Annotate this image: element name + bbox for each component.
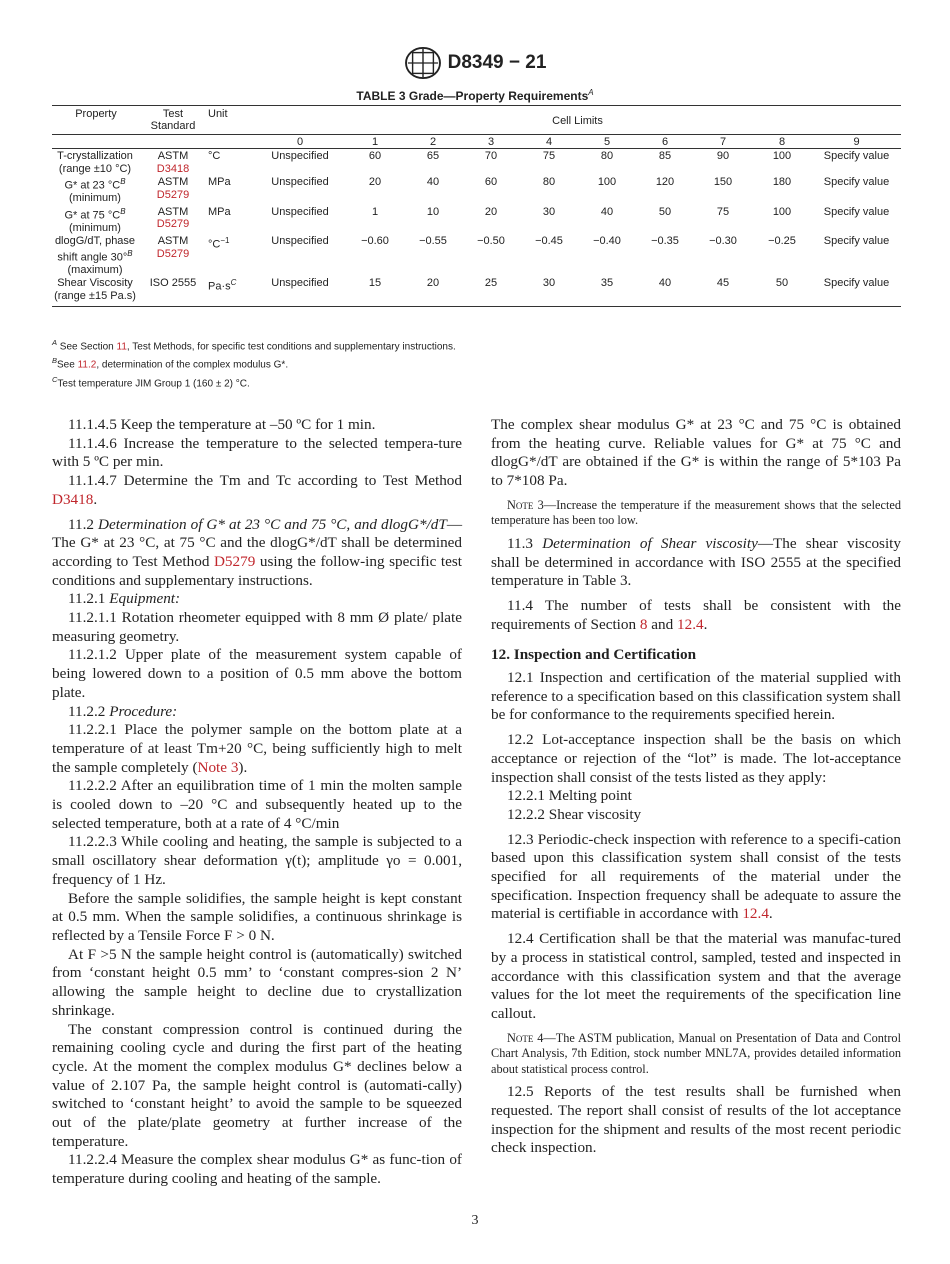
table-row — [52, 175, 901, 205]
value-cell: Unspecified — [271, 235, 329, 248]
property-cell: G* at 75 $^\circ C^B$ (minimum) — [64, 206, 126, 234]
paragraph: 11.2.2.4 Measure the complex shear modulus G* as func-tion of temperature during cooling and heating of the sample. — [52, 1151, 462, 1188]
value-cell: 45 — [694, 276, 752, 307]
note-4: Note 4—The ASTM publication, Manual on Presentation of Data and Control Chart Analysis, 7th Edition, stock number MNL7A, provides detailed information about statistical process control. — [491, 1030, 901, 1076]
reference-link[interactable]: 8 — [639, 615, 648, 633]
value-cell: Specify value — [823, 176, 890, 188]
value-cell: 85 — [658, 150, 672, 162]
value-cell: 70 — [484, 150, 498, 162]
cell-number: 7 — [694, 135, 752, 149]
value-cell: Specify value — [812, 276, 901, 307]
paragraph: 11.1.4.6 Increase the temperature to the selected tempera-ture with 5 ºC per min. — [52, 434, 462, 471]
value-cell: 30 — [520, 276, 578, 307]
property-cell: dlogG/dT, phase shift angle 30°$^B$ (maximum) — [54, 235, 136, 276]
header-property: Property — [52, 106, 140, 135]
footnote-link[interactable]: 11 — [116, 341, 127, 353]
unit-cell: °C — [208, 150, 221, 162]
value-cell: Unspecified — [254, 276, 346, 307]
footnote-link[interactable]: 11.2 — [77, 359, 97, 371]
value-cell: −0.55 — [419, 235, 447, 248]
paragraph: 11.3 Determination of Shear viscosity—The shear viscosity shall be determined in accordance with ISO 2555 at the specified temperature in Table 3. — [491, 534, 901, 590]
value-cell: −0.35 — [651, 235, 679, 248]
standard-cell: ASTM D5279 — [156, 235, 190, 260]
table-row — [52, 205, 901, 235]
reference-link[interactable]: 12.4 — [677, 615, 704, 633]
value-cell: 150 — [713, 176, 733, 188]
left-column — [52, 416, 462, 1189]
value-cell: Unspecified — [271, 176, 329, 188]
unit-cell: MPa — [208, 205, 231, 218]
table-footnotes — [52, 336, 456, 391]
value-cell: 80 — [600, 150, 614, 162]
value-cell: −0.50 — [477, 235, 505, 248]
value-cell: −0.30 — [709, 235, 737, 248]
standard-cell: ASTM D5279 — [156, 205, 190, 231]
paragraph: 11.2.2.2 After an equilibration time of 1 min the molten sample is cooled down to –20 °C and subsequently heated up to the selected temperature, both at a rate of 4 °C/min — [52, 777, 462, 832]
cell-number: 0 — [254, 135, 346, 149]
standard-link[interactable]: D5279 — [156, 247, 190, 260]
section-heading: 12. Inspection and Certification — [491, 646, 697, 664]
paragraph: 12.2.1 Melting point — [507, 787, 632, 805]
cell-number: 6 — [636, 135, 694, 149]
paragraph: 12.1 Inspection and certification of the material supplied with reference to a specification based on this classification system shall be for conformance to the requirements specified herein. — [491, 669, 901, 724]
paragraph: 11.2.1 Equipment: — [68, 590, 181, 608]
value-cell: 40 — [600, 205, 614, 218]
table-title: TABLE 3 Grade—Property Requirements$^A$ — [356, 88, 594, 103]
cell-number: 1 — [346, 135, 404, 149]
right-column — [491, 416, 901, 1158]
paragraph: 12.5 Reports of the test results shall be furnished when requested. The report shall consist of results of the lot acceptance inspection for the shipment and results of the most recent periodic check inspection. — [491, 1083, 901, 1157]
cell-number-row — [52, 135, 901, 149]
paragraph: 11.4 The number of tests shall be consistent with the requirements of Section 8 and 12.4. — [491, 596, 901, 633]
cell-number: 5 — [578, 135, 636, 149]
note-link[interactable]: Note 3 — [197, 758, 239, 776]
value-cell: 100 — [772, 150, 792, 162]
value-cell: Unspecified — [271, 205, 329, 218]
value-cell: 90 — [716, 150, 730, 162]
header-unit: Unit — [206, 106, 254, 135]
note-3: Note 3—Increase the temperature if the measurement shows that the selected temperature has been too low. — [491, 497, 901, 528]
footnote: $^B$See 11.2, determination of the complex modulus G*. — [52, 356, 289, 371]
paragraph: 12.2 Lot-acceptance inspection shall be the basis on which acceptance or rejection of the “lot” is made. The lot-acceptance inspection shall consist of the tests listed as they apply: — [491, 731, 901, 786]
cell-number: 9 — [812, 135, 901, 149]
reference-link[interactable]: 12.4 — [742, 905, 769, 923]
unit-cell: $^\circ C^{-1}$ — [208, 236, 230, 251]
table-header-row — [52, 106, 901, 135]
paragraph: At F >5 N the sample height control is (automatically) switched from ‘constant height 0.5 mm’ to ‘constant compres-sion 2 N’ allowing the sample height to decline due to crystallization shrinkage. — [52, 945, 462, 1019]
table-row — [52, 149, 901, 176]
value-cell: 75 — [542, 150, 556, 162]
table-row — [52, 234, 901, 276]
value-cell: 25 — [462, 276, 520, 307]
unit-cell: MPa — [208, 176, 231, 188]
value-cell: 120 — [655, 176, 675, 188]
document-number: D8349 − 21 — [447, 52, 547, 73]
header-cell-limits: Cell Limits — [254, 106, 901, 135]
value-cell: 75 — [716, 205, 730, 218]
value-cell: −0.60 — [361, 235, 389, 248]
standard-cell: ASTM D3418 — [156, 150, 190, 175]
standard-link[interactable]: D5279 — [156, 218, 190, 231]
value-cell: 40 — [636, 276, 694, 307]
paragraph: 11.2.1.2 Upper plate of the measurement system capable of being lowered down to a position of 0.5 mm above the bottom plate. — [52, 646, 462, 701]
paragraph: 11.2.2.3 While cooling and heating, the sample is subjected to a small oscillatory shear deformation γ(t); amplitude γo = 0.001, frequency of 1 Hz. — [52, 833, 462, 888]
paragraph: 11.2.2.1 Place the polymer sample on the bottom plate at a temperature of at least Tm+20 °C, being sufficiently high to melt the sample completely (Note 3). — [52, 721, 462, 776]
document-header — [0, 46, 950, 80]
paragraph: 11.2.2 Procedure: — [68, 702, 178, 720]
paragraph: 11.1.4.7 Determine the Tm and Tc according to Test Method D3418. — [52, 472, 462, 508]
value-cell: 50 — [752, 276, 812, 307]
reference-link[interactable]: D5279 — [213, 552, 256, 570]
paragraph: Before the sample solidifies, the sample height is kept constant at 0.5 mm. When the sample solidifies, a continuous shrinkage is reflected by a Tensile Force F > 0 N. — [52, 889, 462, 944]
cell-number: 8 — [752, 135, 812, 149]
value-cell: −0.40 — [593, 235, 621, 248]
paragraph: 11.1.4.5 Keep the temperature at –50 ºC for 1 min. — [68, 416, 376, 433]
footnote: $^A$ See Section 11, Test Methods, for specific test conditions and supplementary instructions. — [52, 338, 456, 353]
value-cell: Specify value — [823, 150, 890, 162]
value-cell: 100 — [597, 176, 617, 188]
property-cell: Shear Viscosity (range ±15 Pa.s) — [52, 276, 140, 307]
value-cell: 20 — [404, 276, 462, 307]
value-cell: 35 — [578, 276, 636, 307]
value-cell: −0.45 — [535, 235, 563, 248]
grade-property-table — [52, 105, 901, 307]
value-cell: 40 — [426, 176, 440, 188]
paragraph: The constant compression control is continued during the remaining cooling cycle and during the first part of the heating cycle. At the moment the complex modulus G* declines below a value of 2.107 Pa, the sample height control is (automati-cally) switched to ‘constant height’ to avoid the sample to be squeezed out of the plate/plate geometry at further increase of the temperature. — [52, 1020, 462, 1150]
value-cell: 65 — [426, 150, 440, 162]
reference-link[interactable]: D3418 — [52, 490, 94, 508]
value-cell: Specify value — [823, 235, 890, 248]
property-cell: T-crystallization (range ±10 °C) — [57, 150, 133, 175]
value-cell: 30 — [542, 205, 556, 218]
value-cell: Unspecified — [271, 150, 329, 162]
footnote: $^C$Test temperature JIM Group 1 (160 ± 2) °C. — [52, 374, 250, 389]
standard-cell: ASTM D5279 — [156, 176, 190, 201]
cell-number: 3 — [462, 135, 520, 149]
page-number: 3 — [471, 1213, 479, 1228]
standard-link[interactable]: D3418 — [156, 162, 190, 175]
standard-link[interactable]: D5279 — [156, 188, 190, 201]
value-cell: 15 — [346, 276, 404, 307]
value-cell: Specify value — [823, 205, 890, 218]
value-cell: −0.25 — [768, 235, 796, 248]
value-cell: 180 — [772, 176, 792, 188]
paragraph: 11.2 Determination of G* at 23 °C and 75 °C, and dlogG*/dT—The G* at 23 °C, at 75 °C and the dlogG*/dT shall be determined according to Test Method D5279 using the follow-ing specific test conditions and supplementary instructions. — [52, 515, 463, 589]
paragraph: 12.4 Certification shall be that the material was manufac-tured by a process in statistical control, sampled, tested and inspected in accordance with this classification system and that the average values for the lot meet the requirements of the specification line callout. — [491, 930, 901, 1022]
property-cell: G* at 23 $^\circ C^B$ (minimum) — [64, 177, 126, 205]
value-cell: 10 — [426, 205, 440, 218]
value-cell: 50 — [658, 205, 672, 218]
unit-cell: $Pa\cdot s^C$ — [206, 276, 254, 307]
table-row — [52, 276, 901, 307]
value-cell: 60 — [484, 176, 498, 188]
astm-logo-icon — [404, 46, 442, 80]
value-cell: 20 — [484, 205, 498, 218]
paragraph: The complex shear modulus G* at 23 °C and 75 °C is obtained from the heating curve. Reliable values for G* at 75 °C and dlogG*/dT are obtained if the G* is within the range of 5*103 Pa to 7*108 Pa. — [491, 416, 901, 490]
value-cell: 100 — [772, 205, 792, 218]
paragraph: 12.3 Periodic-check inspection with reference to a specifi-cation based upon this classification system shall consist of the tests specified for all requirements of the material under the specification. Inspection frequency shall be adequate to assure the material is certifiable in accordance with 12.4. — [491, 830, 901, 923]
cell-number: 4 — [520, 135, 578, 149]
value-cell: 1 — [371, 205, 379, 218]
value-cell: 80 — [542, 176, 556, 188]
cell-number: 2 — [404, 135, 462, 149]
paragraph: 12.2.2 Shear viscosity — [507, 805, 642, 823]
standard-cell: ISO 2555 — [140, 276, 206, 307]
value-cell: 60 — [368, 150, 382, 162]
value-cell: 20 — [368, 176, 382, 188]
paragraph: 11.2.1.1 Rotation rheometer equipped with 8 mm Ø plate/ plate measuring geometry. — [52, 609, 462, 645]
header-test-standard: Test Standard — [140, 106, 206, 135]
